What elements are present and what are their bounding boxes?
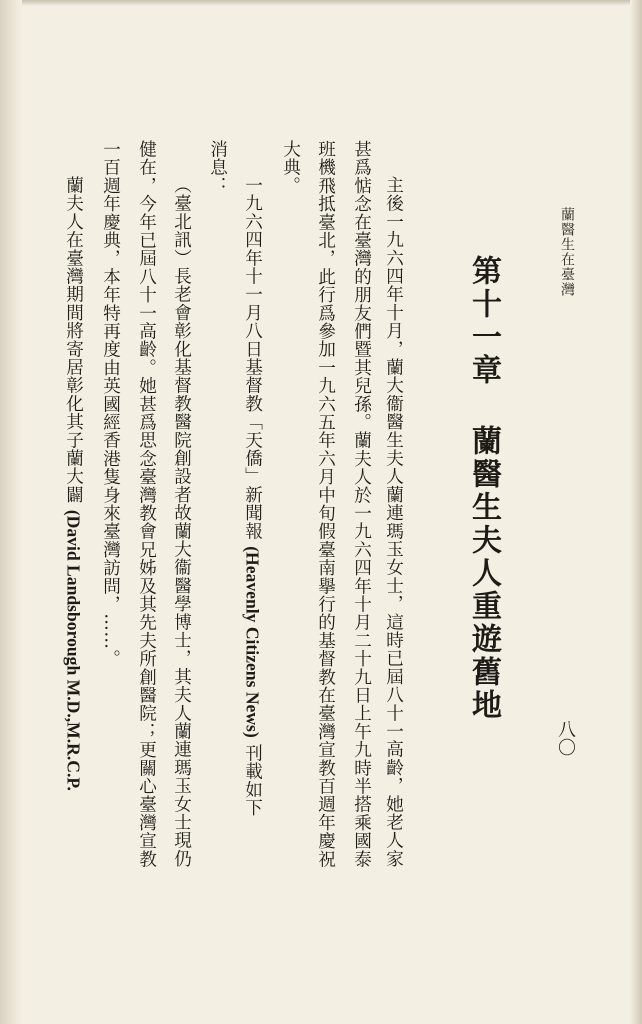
news-intro-tail: 刊載如下 bbox=[242, 743, 263, 817]
page-right-edge bbox=[630, 0, 642, 1024]
body-line-8: 健在，今年已屆八十一高齡。她甚爲思念臺灣教會兄姊及其先夫所創醫院；更關心臺灣宣教 bbox=[136, 140, 157, 868]
body-line-10 bbox=[64, 176, 82, 791]
son-residence: 蘭夫人在臺灣期間將寄居彰化其子蘭大闢 bbox=[63, 176, 84, 504]
body-line-3: 班機飛抵臺北，此行爲參加一九六五年六月中旬假臺南擧行的基督教在臺灣宣教百週年慶祝 bbox=[315, 140, 336, 868]
chapter-number: 第十一章 bbox=[466, 255, 501, 387]
page-number: 八〇 bbox=[555, 720, 576, 756]
body-line-2: 甚爲惦念在臺灣的朋友們暨其兒孫。蘭夫人於一九六四年十月二十九日上午九時半搭乘國泰 bbox=[351, 140, 372, 868]
body-line-5 bbox=[243, 176, 261, 817]
page-top-edge bbox=[0, 0, 642, 6]
book-spine-shadow bbox=[0, 0, 22, 1024]
son-english-name: (David Landsborough M.D.,M.R.C.P. bbox=[63, 509, 84, 791]
body-line-7: （臺北訊）長老會彰化基督教醫院創設者故蘭大衞醫學博士，其夫人蘭連瑪玉女士現仍 bbox=[171, 176, 192, 868]
body-line-6: 消息： bbox=[207, 140, 228, 195]
body-line-9: 一百週年慶典，本年特再度由英國經香港隻身來臺灣訪問，……。 bbox=[100, 140, 121, 668]
chapter-title: 蘭醫生夫人重遊舊地 bbox=[466, 425, 501, 722]
chapter-heading bbox=[466, 255, 501, 722]
body-line-4: 大典。 bbox=[280, 140, 301, 195]
newspaper-english-name: (Heavenly Citizens News) bbox=[242, 546, 263, 738]
news-intro: 一九六四年十一月八日基督教「天僑」新聞報 bbox=[242, 176, 263, 540]
running-header: 蘭醫生在臺灣 bbox=[559, 207, 575, 297]
body-line-1: 主後一九六四年十月，蘭大衞醫生夫人蘭連瑪玉女士，這時已屆八十一高齡，她老人家 bbox=[383, 176, 404, 868]
